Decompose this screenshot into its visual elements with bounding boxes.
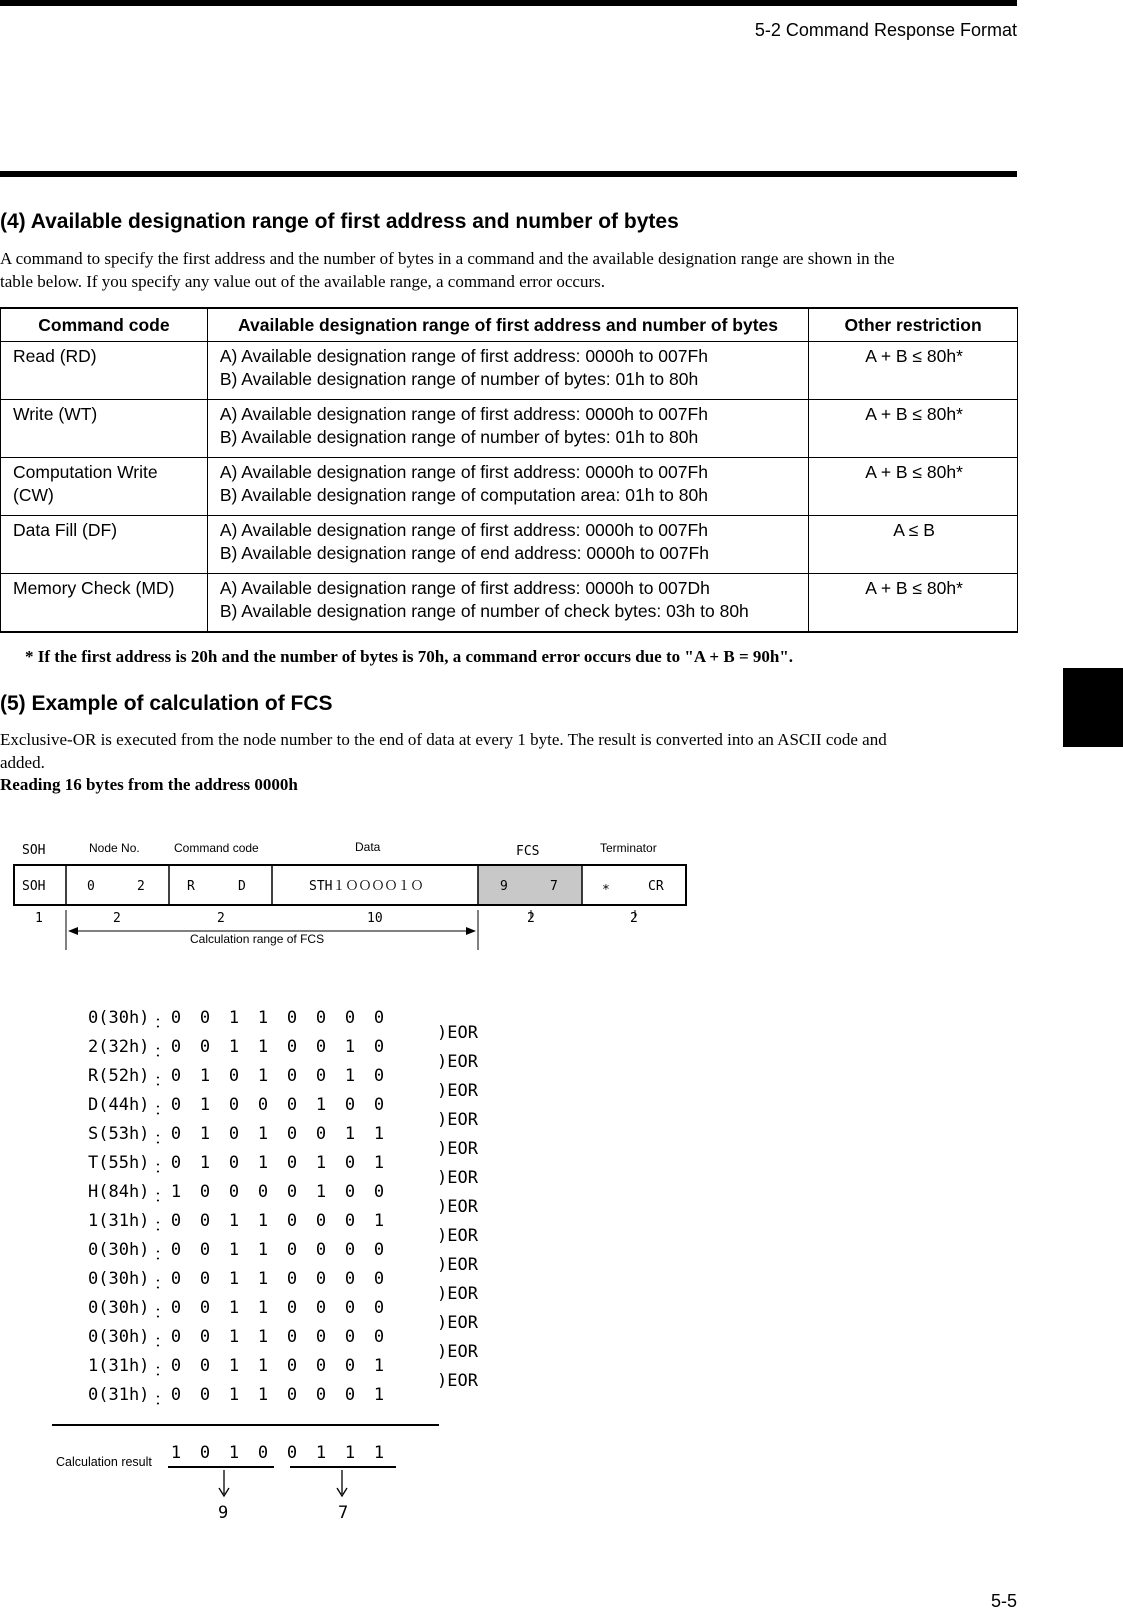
byte-label: S(53h) [88, 1124, 150, 1144]
colon: ： [154, 1216, 171, 1236]
bit-value: 0 [170, 1240, 182, 1260]
bit-value: 0 [373, 1269, 385, 1289]
bit-value: 0 [286, 1008, 298, 1028]
bit-value: 0 [286, 1037, 298, 1057]
bit-value: 0 [199, 1385, 211, 1405]
bit-value: 0 [315, 1240, 327, 1260]
bit-value: 0 [373, 1182, 385, 1202]
restriction-cell: A + B ≤ 80h* [809, 342, 1018, 400]
bit-value: 0 [344, 1182, 356, 1202]
frame-node-digit: 0 [87, 879, 95, 894]
bit-value: 1 [315, 1095, 327, 1115]
range-cell [207, 458, 808, 516]
column-header: Other restriction [809, 308, 1018, 342]
command-label: Command code [174, 841, 259, 855]
fcs-cell-fill [478, 865, 582, 905]
arrow-head-left [68, 927, 78, 935]
bit-value: 1 [228, 1240, 240, 1260]
frame-command-char: R [187, 879, 195, 894]
frame-node-digit: 2 [137, 879, 145, 894]
bit-value: 1 [199, 1153, 211, 1173]
bit-value: 1 [228, 1327, 240, 1347]
byte-label: 0(30h) [88, 1298, 150, 1318]
bit-value: 1 [257, 1124, 269, 1144]
bit-value: 0 [373, 1095, 385, 1115]
bit-value: 0 [170, 1008, 182, 1028]
frame-terminator: CR [648, 879, 664, 894]
arrow-head-right [466, 927, 476, 935]
bit-value: 0 [286, 1066, 298, 1086]
bit-value: 0 [344, 1211, 356, 1231]
bit-value: 1 [315, 1182, 327, 1202]
result-bit: 0 [257, 1443, 269, 1463]
bit-value: 0 [257, 1182, 269, 1202]
bit-value: 1 [228, 1298, 240, 1318]
range-a: A) Available designation range of first address: 0000h to 007Dh [219, 578, 710, 598]
frame-terminator: ∗ [602, 880, 610, 895]
range-cell [207, 516, 808, 574]
byte-label: T(55h) [88, 1153, 150, 1173]
table-footnote: * If the first address is 20h and the number of bytes is 70h, a command error occurs due to "A + B = 90h". [25, 647, 794, 666]
colon: ： [154, 1245, 171, 1265]
restriction-cell: A + B ≤ 80h* [809, 574, 1018, 633]
bit-value: 0 [344, 1327, 356, 1347]
result-bit: 1 [170, 1443, 182, 1463]
xor-operator: )EOR [437, 1168, 478, 1188]
result-bit: 1 [344, 1443, 356, 1463]
frame-fcs-digit: 7 [550, 879, 558, 894]
bit-value: 0 [315, 1008, 327, 1028]
bit-value: 0 [199, 1269, 211, 1289]
bit-value: 0 [199, 1037, 211, 1057]
fcs-range-label: Calculation range of FCS [190, 932, 325, 946]
bit-value: 0 [286, 1240, 298, 1260]
field-size: 2 [527, 911, 535, 926]
designation-range-table [0, 307, 1018, 633]
bit-value: 1 [315, 1153, 327, 1173]
bit-value: 0 [315, 1037, 327, 1057]
restriction-cell: A + B ≤ 80h* [809, 458, 1018, 516]
range-b: B) Available designation range of number of bytes: 01h to 80h [219, 369, 699, 389]
section5-intro-line2: added. [0, 753, 45, 772]
column-header: Command code [1, 308, 208, 342]
range-a: A) Available designation range of first address: 0000h to 007Fh [219, 462, 708, 482]
table-row [1, 516, 1018, 574]
byte-label: 0(30h) [88, 1269, 150, 1289]
range-b: B) Available designation range of end address: 0000h to 007Fh [219, 543, 709, 563]
bit-value: 0 [228, 1153, 240, 1173]
bit-value: 0 [199, 1298, 211, 1318]
colon: ： [154, 1390, 171, 1410]
bit-value: 1 [257, 1356, 269, 1376]
bit-value: 1 [257, 1037, 269, 1057]
bit-value: 1 [257, 1240, 269, 1260]
bit-value: 0 [286, 1327, 298, 1347]
bit-value: 0 [315, 1356, 327, 1376]
bit-value: 0 [170, 1037, 182, 1057]
chapter-tab-marker [1063, 668, 1123, 747]
result-bit: 0 [286, 1443, 298, 1463]
terminator-label: Terminator [600, 841, 657, 855]
bit-value: 0 [373, 1037, 385, 1057]
colon: ： [154, 1274, 171, 1294]
colon: ： [154, 1361, 171, 1381]
bit-value: 0 [344, 1356, 356, 1376]
bit-value: 1 [344, 1037, 356, 1057]
byte-label: 0(30h) [88, 1327, 150, 1347]
bit-value: 1 [344, 1066, 356, 1086]
xor-operator: )EOR [437, 1110, 478, 1130]
section5-heading: (5) Example of calculation of FCS [0, 692, 333, 715]
command-frame-diagram [0, 830, 700, 955]
bit-value: 0 [228, 1182, 240, 1202]
bit-value: 1 [257, 1211, 269, 1231]
colon: ： [154, 1129, 171, 1149]
bit-value: 1 [373, 1153, 385, 1173]
bit-value: 0 [170, 1124, 182, 1144]
bit-value: 0 [286, 1182, 298, 1202]
bit-value: 0 [199, 1240, 211, 1260]
bit-value: 1 [257, 1385, 269, 1405]
bit-value: 1 [228, 1356, 240, 1376]
bit-value: 1 [228, 1037, 240, 1057]
byte-label: 0(30h) [88, 1008, 150, 1028]
field-size: 2 [217, 911, 225, 926]
example-title: Reading 16 bytes from the address 0000h [0, 775, 298, 794]
table-row [1, 458, 1018, 516]
result-bit: 1 [228, 1443, 240, 1463]
header-rule [0, 171, 1017, 177]
field-size: 2 [113, 911, 121, 926]
sum-rule [52, 1424, 439, 1426]
bit-value: 1 [373, 1211, 385, 1231]
bit-value: 1 [373, 1356, 385, 1376]
table-header-row [1, 308, 1018, 342]
bit-value: 0 [344, 1153, 356, 1173]
section4-intro-line1: A command to specify the first address and the number of bytes in a command and the available designation range are shown in the [0, 249, 895, 268]
byte-label: 1(31h) [88, 1356, 150, 1376]
bit-value: 0 [315, 1385, 327, 1405]
bit-value: 0 [344, 1385, 356, 1405]
bit-value: 0 [344, 1269, 356, 1289]
command-code-cell: Memory Check (MD) [1, 574, 208, 633]
bit-value: 0 [228, 1095, 240, 1115]
fcs-label: FCS [516, 844, 540, 859]
bit-value: 0 [170, 1269, 182, 1289]
section4-intro [0, 247, 1000, 293]
bit-value: 0 [315, 1269, 327, 1289]
bit-value: 0 [170, 1298, 182, 1318]
range-cell [207, 574, 808, 633]
xor-operator: )EOR [437, 1342, 478, 1362]
section5-intro [0, 728, 1000, 774]
bit-value: 0 [199, 1327, 211, 1347]
result-hex-low: 7 [338, 1503, 349, 1523]
byte-label: 0(30h) [88, 1240, 150, 1260]
command-code-cell: Computation Write (CW) [1, 458, 208, 516]
xor-operator: )EOR [437, 1052, 478, 1072]
bit-value: 1 [373, 1385, 385, 1405]
column-header: Available designation range of first address and number of bytes [207, 308, 808, 342]
bit-value: 0 [344, 1240, 356, 1260]
bit-value: 1 [199, 1095, 211, 1115]
bit-value: 1 [228, 1385, 240, 1405]
frame-fcs-digit: 9 [500, 879, 508, 894]
bit-value: 0 [257, 1095, 269, 1115]
xor-operator: )EOR [437, 1313, 478, 1333]
bit-value: 0 [199, 1356, 211, 1376]
table-row [1, 574, 1018, 633]
bit-value: 0 [286, 1153, 298, 1173]
section4-heading: (4) Available designation range of first address and number of bytes [0, 210, 679, 233]
bit-value: 0 [199, 1008, 211, 1028]
bit-value: 1 [170, 1182, 182, 1202]
field-size: 1 [35, 911, 43, 926]
table-row [1, 342, 1018, 400]
bit-value: 0 [170, 1211, 182, 1231]
bit-value: 1 [257, 1327, 269, 1347]
section4-intro-line2: table below. If you specify any value out of the available range, a command error occurs. [0, 272, 605, 291]
bit-value: 0 [286, 1298, 298, 1318]
command-code-cell: Write (WT) [1, 400, 208, 458]
node-label: Node No. [89, 841, 140, 855]
bit-value: 0 [228, 1066, 240, 1086]
result-arrows [210, 1468, 350, 1500]
bit-value: 0 [199, 1211, 211, 1231]
bit-value: 1 [257, 1066, 269, 1086]
bit-value: 0 [170, 1095, 182, 1115]
bit-value: 0 [286, 1211, 298, 1231]
colon: ： [154, 1332, 171, 1352]
restriction-cell: A + B ≤ 80h* [809, 400, 1018, 458]
bit-value: 1 [344, 1124, 356, 1144]
range-b: B) Available designation range of number of check bytes: 03h to 80h [219, 601, 749, 621]
bit-value: 1 [257, 1298, 269, 1318]
xor-operator: )EOR [437, 1081, 478, 1101]
bit-value: 0 [170, 1356, 182, 1376]
xor-operator: )EOR [437, 1197, 478, 1217]
range-a: A) Available designation range of first address: 0000h to 007Fh [219, 404, 708, 424]
bit-value: 0 [373, 1298, 385, 1318]
bit-value: 0 [373, 1240, 385, 1260]
bit-value: 0 [286, 1095, 298, 1115]
bit-value: 0 [170, 1066, 182, 1086]
bit-value: 0 [286, 1269, 298, 1289]
bit-value: 0 [315, 1298, 327, 1318]
range-cell [207, 342, 808, 400]
range-a: A) Available designation range of first address: 0000h to 007Fh [219, 346, 708, 366]
bit-value: 0 [315, 1327, 327, 1347]
field-size: 2 [630, 911, 638, 926]
bit-value: 1 [228, 1211, 240, 1231]
bit-value: 0 [373, 1327, 385, 1347]
bit-value: 0 [170, 1327, 182, 1347]
running-header: 5-2 Command Response Format [754, 20, 1017, 40]
bit-value: 1 [228, 1269, 240, 1289]
field-size: 10 [367, 911, 383, 926]
range-cell [207, 400, 808, 458]
result-bit: 1 [315, 1443, 327, 1463]
calculation-result-label: Calculation result [56, 1455, 152, 1469]
restriction-cell: A ≤ B [809, 516, 1018, 574]
data-label: Data [355, 840, 381, 854]
bit-value: 1 [228, 1008, 240, 1028]
bit-value: 0 [286, 1385, 298, 1405]
bit-value: 0 [286, 1124, 298, 1144]
bit-value: 1 [199, 1124, 211, 1144]
bit-value: 1 [199, 1066, 211, 1086]
xor-operator: )EOR [437, 1139, 478, 1159]
byte-label: 0(31h) [88, 1385, 150, 1405]
bit-value: 1 [257, 1008, 269, 1028]
frame-soh: SOH [22, 879, 46, 894]
colon: ： [154, 1071, 171, 1091]
colon: ： [154, 1100, 171, 1120]
xor-operator: )EOR [437, 1255, 478, 1275]
range-b: B) Available designation range of computation area: 01h to 80h [219, 485, 708, 505]
result-hex-high: 9 [218, 1503, 229, 1523]
command-code-cell: Read (RD) [1, 342, 208, 400]
bit-value: 0 [170, 1153, 182, 1173]
bit-value: 0 [199, 1182, 211, 1202]
result-bit: 0 [199, 1443, 211, 1463]
bit-value: 0 [373, 1066, 385, 1086]
byte-label: 1(31h) [88, 1211, 150, 1231]
colon: ： [154, 1303, 171, 1323]
bit-value: 0 [315, 1066, 327, 1086]
page-number: 5-5 [990, 1591, 1017, 1611]
bit-value: 0 [373, 1008, 385, 1028]
frame-command-char: D [238, 879, 246, 894]
xor-operator: )EOR [437, 1371, 478, 1391]
xor-operator: )EOR [437, 1226, 478, 1246]
byte-label: R(52h) [88, 1066, 150, 1086]
bit-value: 0 [344, 1008, 356, 1028]
table-row [1, 400, 1018, 458]
bit-value: 0 [315, 1124, 327, 1144]
colon: ： [154, 1042, 171, 1062]
byte-label: D(44h) [88, 1095, 150, 1115]
colon: ： [154, 1187, 171, 1207]
bit-value: 1 [257, 1153, 269, 1173]
bit-value: 0 [315, 1211, 327, 1231]
bit-value: 0 [344, 1298, 356, 1318]
top-rule [0, 0, 1017, 6]
colon: ： [154, 1158, 171, 1178]
bit-value: 0 [344, 1095, 356, 1115]
soh-label: SOH [22, 843, 46, 858]
xor-operator: )EOR [437, 1284, 478, 1304]
bit-value: 1 [373, 1124, 385, 1144]
section5-intro-line1: Exclusive-OR is executed from the node number to the end of data at every 1 byte. The result is converted into an ASCII code and [0, 730, 887, 749]
range-a: A) Available designation range of first address: 0000h to 007Fh [219, 520, 708, 540]
byte-label: 2(32h) [88, 1037, 150, 1057]
bit-value: 0 [228, 1124, 240, 1144]
bit-value: 0 [170, 1385, 182, 1405]
colon: ： [154, 1013, 171, 1033]
byte-label: H(84h) [88, 1182, 150, 1202]
range-b: B) Available designation range of number of bytes: 01h to 80h [219, 427, 699, 447]
frame-data: STH１ＯＯＯＯ１Ｏ [309, 879, 424, 894]
bit-value: 1 [257, 1269, 269, 1289]
result-bit: 1 [373, 1443, 385, 1463]
xor-operator: )EOR [437, 1023, 478, 1043]
bit-value: 0 [286, 1356, 298, 1376]
command-code-cell: Data Fill (DF) [1, 516, 208, 574]
